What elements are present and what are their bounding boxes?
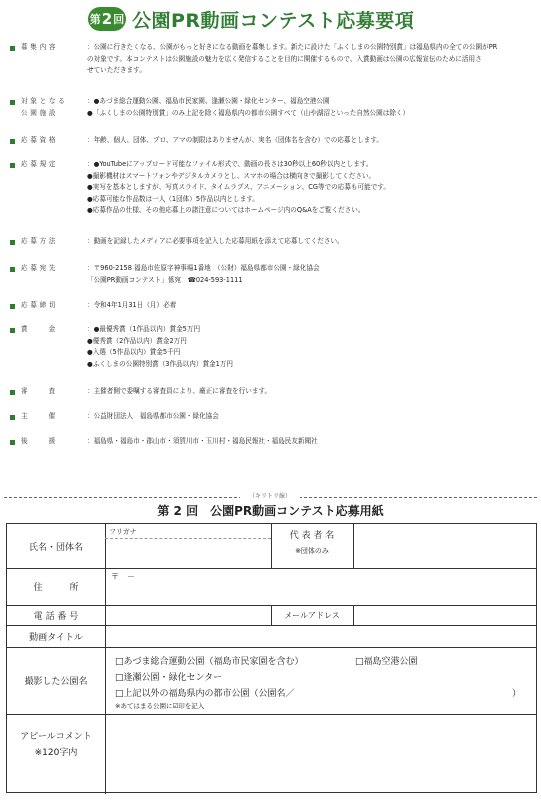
rule-label: 審 査 <box>21 387 56 395</box>
appeal-label: アピールコメント <box>20 732 92 742</box>
square-bullet-icon <box>10 139 15 144</box>
rule-label: 後 援 <box>21 437 56 445</box>
form-title: 第 2 回 公園PR動画コンテスト応募用紙 <box>157 504 384 518</box>
square-bullet-icon <box>10 415 15 420</box>
square-bullet-icon <box>10 163 15 168</box>
rule-row: 応 募 資 格 ：年齢、個人、団体、プロ、アマの制限はありませんが、実名（団体名を含む）での応募とします。 <box>10 135 535 147</box>
name-field[interactable] <box>105 538 271 568</box>
email-field[interactable] <box>353 605 538 625</box>
rule-row: 応 募 規 定 ：●YouTubeにアップロード可能なファイル形式で、動画の長さは30秒以上60秒以内とします。 ●撮影機材はスマートフォンやデジタルカメラとし、スマホの場合は横向きで撮影してください。 ●実写を基本としますが、写真スライド、タイムラプス、アニメーション、CG等での応募も可能です。 ●応募可能な作品数は一人（1団体）5作品以内とします。 ●応募作品の仕様、その他応募上の諸注意についてはホームページ内のQ&Aをご覧ください。 <box>10 159 535 217</box>
appeal-field[interactable] <box>105 714 538 794</box>
rule-row: 応 募 締 切 ：令和4年1月31日（月）必着 <box>10 300 535 312</box>
square-bullet-icon <box>10 46 15 51</box>
rule-row: 対 象 と な る 公 園 施 設 ：●あづま総合運動公園、福島市民家園、逢瀬公園・緑化センター、福島空港公園 ●「ふくしまの公園特別賞」のみ上記を除く福島県内の都市公園すべて（山や湖沼といった自然公園は除く） <box>10 96 535 119</box>
square-bullet-icon <box>10 100 15 105</box>
email-label: メールアドレス <box>284 610 340 620</box>
park-option-azuma[interactable]: □あづま総合運動公園（福島市民家園を含む） <box>115 657 304 667</box>
rule-row: 応 募 宛 先 ：〒960-2158 福島市佐原字神事場1番地 （公財）福島県都市公園・緑化協会 「公園PR動画コンテスト」係宛 ☎024-593-1111 <box>10 263 535 286</box>
name-label: 氏名・団体名 <box>28 542 83 553</box>
park-option-airport[interactable]: □福島空港公園 <box>355 657 418 667</box>
rule-row: 後 援 ：福島県・福島市・郡山市・須賀川市・玉川村・福島民報社・福島民友新聞社 <box>10 436 535 448</box>
page-title <box>88 6 458 32</box>
rep-note: ※団体のみ <box>295 547 329 555</box>
park-note: ※あてはまる公園に☑印を記入 <box>115 702 205 710</box>
address-label: 住 所 <box>33 583 79 593</box>
rule-label: 応 募 方 法 <box>21 237 56 245</box>
square-bullet-icon <box>10 267 15 272</box>
rule-label: 対 象 と な る 公 園 施 設 <box>21 97 66 117</box>
rep-label: 代 表 者 名 <box>289 531 335 541</box>
rule-label: 応 募 資 格 <box>21 136 56 144</box>
square-bullet-icon <box>10 440 15 445</box>
square-bullet-icon <box>10 240 15 245</box>
cut-label: （キリトリ線） <box>240 491 300 500</box>
park-option-other-close: ） <box>512 689 522 699</box>
square-bullet-icon <box>10 328 15 333</box>
park-label: 撮影した公園名 <box>24 677 88 687</box>
park-option-other[interactable]: □上記以外の福島県内の都市公園（公園名／ <box>115 689 295 699</box>
phone-field[interactable] <box>105 605 271 625</box>
rule-row: 審 査 ：主催者側で委嘱する審査員により、厳正に審査を行います。 <box>10 386 535 398</box>
video-title-label: 動画タイトル <box>29 632 83 643</box>
rule-label: 応 募 締 切 <box>21 301 56 309</box>
rule-label: 応 募 宛 先 <box>21 264 56 272</box>
rule-label: 賞 金 <box>21 325 56 333</box>
title-text: 公園PR動画コンテスト応募要項 <box>132 9 415 32</box>
rule-label: 応 募 規 定 <box>21 160 56 168</box>
rule-label: 募 集 内 容 <box>21 43 56 51</box>
postal-field[interactable]: 〒 － <box>111 572 135 581</box>
rule-row: 主 催 ：公益財団法人 福島県都市公園・緑化協会 <box>10 411 535 423</box>
video-title-field[interactable] <box>105 625 538 647</box>
appeal-note: ※120字内 <box>34 748 78 758</box>
rule-label: 主 催 <box>21 412 56 420</box>
application-form <box>6 523 537 793</box>
rule-row: 応 募 方 法 ：動画を記録したメディアに必要事項を記入した応募用紙を添えて応募してください。 <box>10 236 535 248</box>
rep-name-field[interactable] <box>353 524 538 568</box>
edition-badge: 第 2 回 <box>88 7 126 31</box>
rule-row: 賞 金 ：●最優秀賞（1作品以内）賞金5万円 ●優秀賞（2作品以内）賞金2万円 ●入選（5作品以内）賞金5千円 ●ふくしまの公園特別賞（3作品以内）賞金1万円 <box>10 324 535 370</box>
rule-row: 募 集 内 容 ：公園に行きたくなる、公園がもっと好きになる動画を募集します。新たに設けた「ふくしまの公園特別賞」は福島県内の全ての公園がPR の対象です。本コンテストは公園施設の魅力を広く発信することを目的に開催するもので、入賞動画は公園の広報宣伝のために活用さ せていただきます。 <box>10 42 535 77</box>
furigana-label: フリガナ <box>109 528 137 536</box>
square-bullet-icon <box>10 304 15 309</box>
phone-label: 電 話 番 号 <box>33 611 79 622</box>
park-option-ose[interactable]: □逢瀬公園・緑化センター <box>115 673 223 683</box>
square-bullet-icon <box>10 390 15 395</box>
